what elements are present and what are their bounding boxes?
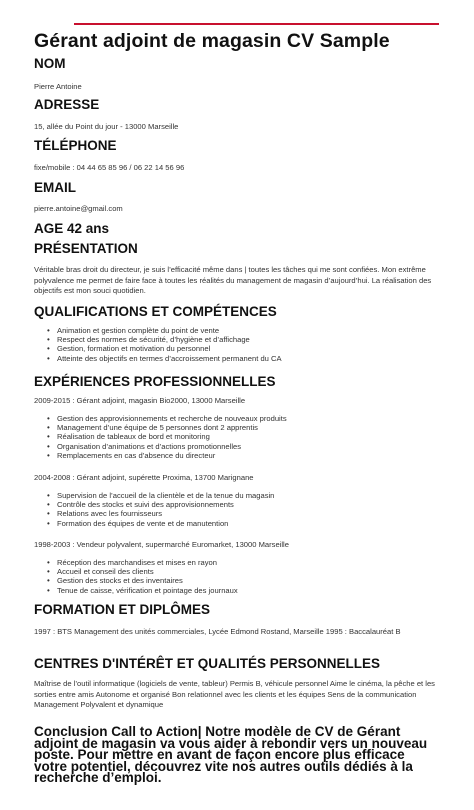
list-item: • Gestion, formation et motivation du personnel <box>44 344 282 353</box>
list-item: • Remplacements en cas d’absence du directeur <box>44 451 287 460</box>
list-item: • Gestion des approvisionnements et recherche de nouveaux produits <box>44 414 287 423</box>
qualifications-heading: QUALIFICATIONS ET COMPÉTENCES <box>34 304 277 319</box>
list-item: • Accueil et conseil des clients <box>44 567 238 576</box>
job-title: 2009-2015 : Gérant adjoint, magasin Bio2000, 13000 Marseille <box>34 396 246 405</box>
page-title: Gérant adjoint de magasin CV Sample <box>34 30 390 52</box>
list-item: • Management d’une équipe de 5 personnes dont 2 apprentis <box>44 423 287 432</box>
job-title: 1998-2003 : Vendeur polyvalent, supermarché Euromarket, 13000 Marseille <box>34 540 289 549</box>
presentation-heading: PRÉSENTATION <box>34 241 138 256</box>
list-item: • Contrôle des stocks et suivi des approvisionnements <box>44 500 274 509</box>
list-item: • Supervision de l’accueil de la clientèle et de la tenue du magasin <box>44 491 274 500</box>
list-item: • Relations avec les fournisseurs <box>44 509 274 518</box>
job-title: 2004-2008 : Gérant adjoint, supérette Proxima, 13700 Marignane <box>34 473 254 482</box>
interets-text: Maîtrise de l’outil informatique (logiciels de vente, tableur) Permis B, véhicule personnel Aime le cinéma, la pêche et les sorties entre amis Autonome et organisé Bon relationnel avec les clients et les équipes Sens de la communication Management Polyvalent et dynamique <box>34 679 435 709</box>
formation-text: 1997 : BTS Management des unités commerciales, Lycée Edmond Rostand, Marseille 1995 : Baccalauréat B <box>34 627 401 636</box>
list-item: • Respect des normes de sécurité, d’hygiène et d’affichage <box>44 335 282 344</box>
presentation-text: Véritable bras droit du directeur, je suis l’efficacité même dans | toutes les tâches qui me sont confiées. Mon extrême polyvalence me permet de faire face à toutes les réalités du management de magasin d’aujourd’hui. La réalisation des objectifs est mon souci quotidien. <box>34 265 432 295</box>
list-item: • Tenue de caisse, vérification et pointage des journaux <box>44 586 238 595</box>
interets-heading: CENTRES D'INTÉRÊT ET QUALITÉS PERSONNELLES <box>34 656 380 671</box>
nom-value: Pierre Antoine <box>34 82 82 91</box>
top-red-rule <box>74 23 439 25</box>
email-heading: EMAIL <box>34 180 76 195</box>
list-item: • Réception des marchandises et mises en rayon <box>44 558 238 567</box>
list-item: • Gestion des stocks et des inventaires <box>44 576 238 585</box>
telephone-value: fixe/mobile : 04 44 65 85 96 / 06 22 14 56 96 <box>34 163 185 172</box>
list-item: • Organisation d’animations et d’actions promotionnelles <box>44 442 287 451</box>
job-tasks-list <box>44 491 274 528</box>
list-item: • Atteinte des objectifs en termes d’accroissement permanent du CA <box>44 354 282 363</box>
nom-heading: NOM <box>34 56 66 71</box>
adresse-value: 15, allée du Point du jour - 13000 Marseille <box>34 122 179 131</box>
list-item: • Animation et gestion complète du point de vente <box>44 326 282 335</box>
experiences-heading: EXPÉRIENCES PROFESSIONNELLES <box>34 374 276 389</box>
qualifications-list <box>44 326 282 363</box>
age-heading: AGE 42 ans <box>34 221 110 236</box>
job-tasks-list <box>44 414 287 460</box>
formation-heading: FORMATION ET DIPLÔMES <box>34 602 210 617</box>
job-tasks-list <box>44 558 238 595</box>
telephone-heading: TÉLÉPHONE <box>34 138 117 153</box>
email-value: pierre.antoine@gmail.com <box>34 204 123 213</box>
list-item: • Formation des équipes de vente et de manutention <box>44 519 274 528</box>
call-to-action-text: Conclusion Call to Action| Notre modèle de CV de Gérant adjoint de magasin va vous aider à rebondir vers un nouveau poste. Pour mettre en avant de façon encore plus efficace votre potentiel, découvrez vite nos autres outils dédiés à la recherche d’emploi. <box>34 724 428 785</box>
adresse-heading: ADRESSE <box>34 97 100 112</box>
list-item: • Réalisation de tableaux de bord et monitoring <box>44 432 287 441</box>
